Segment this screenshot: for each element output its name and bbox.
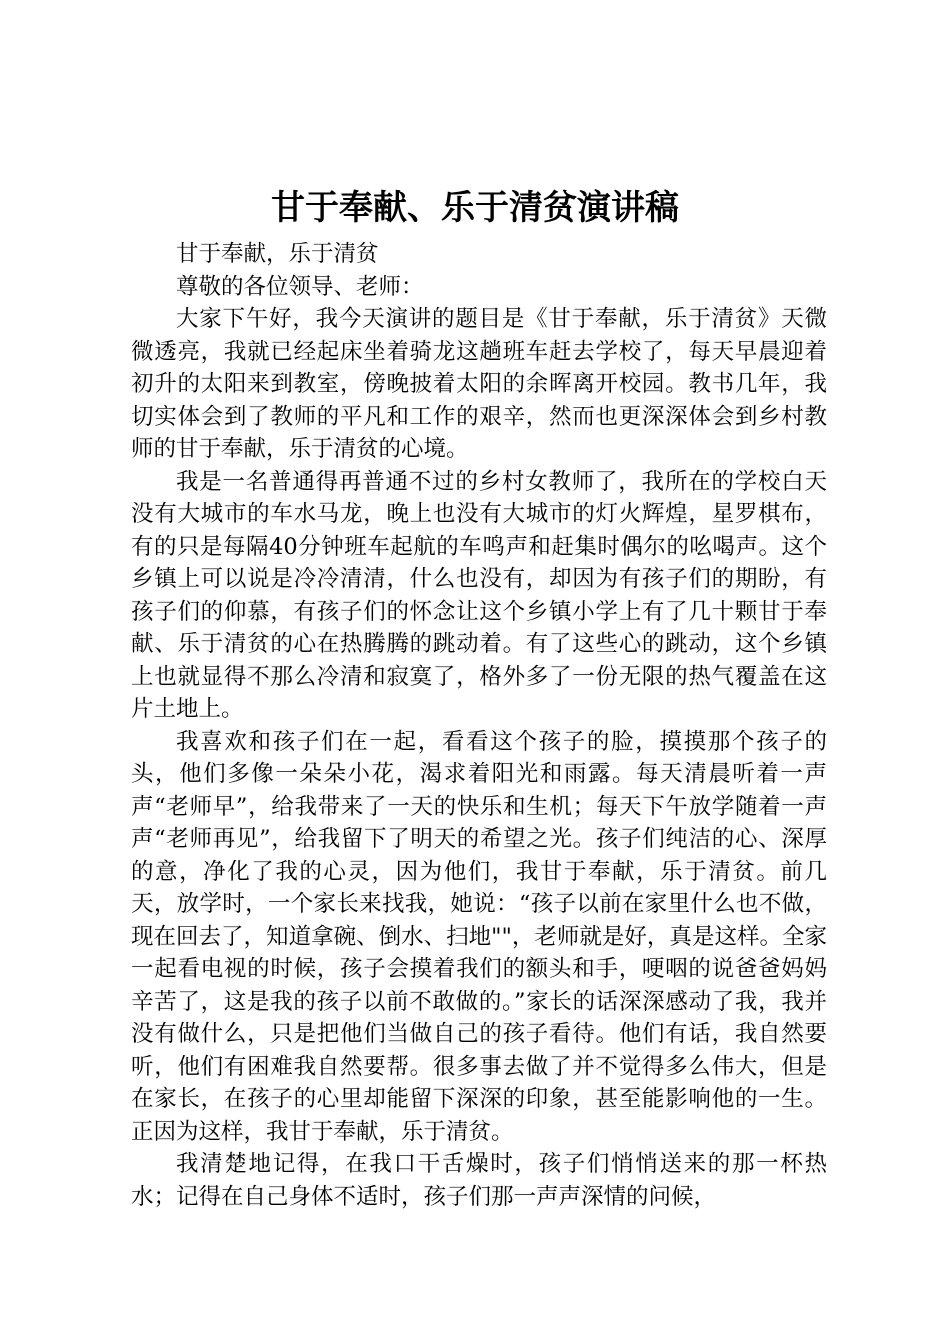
paragraph: 我是一名普通得再普通不过的乡村女教师了，我所在的学校白天没有大城市的车水马龙，晚上也没有大城市的灯火辉煌，星罗棋布，有的只是每隔40分钟班车起航的车鸣声和赶集时偶尔的吆喝声。这个乡镇上可以说是冷冷清清，什么也没有，却因为有孩子们的期盼，有孩子们的仰慕，有孩子们的怀念让这个乡镇小学上有了几十颗甘于奉献、乐于清贫的心在热腾腾的跳动着。有了这些心的跳动，这个乡镇上也就显得不那么冷清和寂寞了，格外多了一份无限的热气覆盖在这片土地上。: [131, 468, 827, 722]
paragraph: 大家下午好，我今天演讲的题目是《甘于奉献，乐于清贫》天微微透亮，我就已经起床坐着骑龙这趟班车赶去学校了，每天早晨迎着初升的太阳来到教室，傍晚披着太阳的余晖离开校园。教书几年，我切实体会到了教师的平凡和工作的艰辛，然而也更深深体会到乡村教师的甘于奉献，乐于清贫的心境。: [131, 306, 827, 462]
paragraph: 我喜欢和孩子们在一起，看看这个孩子的脸，摸摸那个孩子的头，他们多像一朵朵小花，渴求着阳光和雨露。每天清晨听着一声声“老师早”，给我带来了一天的快乐和生机；每天下午放学随着一声声“老师再见”，给我留下了明天的希望之光。孩子们纯洁的心、深厚的意，净化了我的心灵，因为他们，我甘于奉献，乐于清贫。前几天，放学时，一个家长来找我，她说：“孩子以前在家里什么也不做，现在回去了，知道拿碗、倒水、扫地""，老师就是好，真是这样。全家一起看电视的时候，孩子会摸着我们的额头和手，哽咽的说爸爸妈妈辛苦了，这是我的孩子以前不敢做的。”家长的话深深感动了我，我并没有做什么，只是把他们当做自己的孩子看待。他们有话，我自然要听，他们有困难我自然要帮。很多事去做了并不觉得多么伟大，但是在家长，在孩子的心里却能留下深深的印象，甚至能影响他的一生。正因为这样，我甘于奉献，乐于清贫。: [131, 728, 827, 1145]
paragraph: 我清楚地记得，在我口干舌燥时，孩子们悄悄送来的那一杯热水；记得在自己身体不适时，孩子们那一声声深情的问候，: [131, 1151, 827, 1210]
document-body: [131, 238, 827, 1213]
paragraph-salutation: 尊敬的各位领导、老师：: [176, 273, 424, 300]
paragraph-subtitle: 甘于奉献，乐于清贫: [176, 241, 379, 267]
document-title: 甘于奉献、乐于清贫演讲稿: [271, 188, 679, 228]
